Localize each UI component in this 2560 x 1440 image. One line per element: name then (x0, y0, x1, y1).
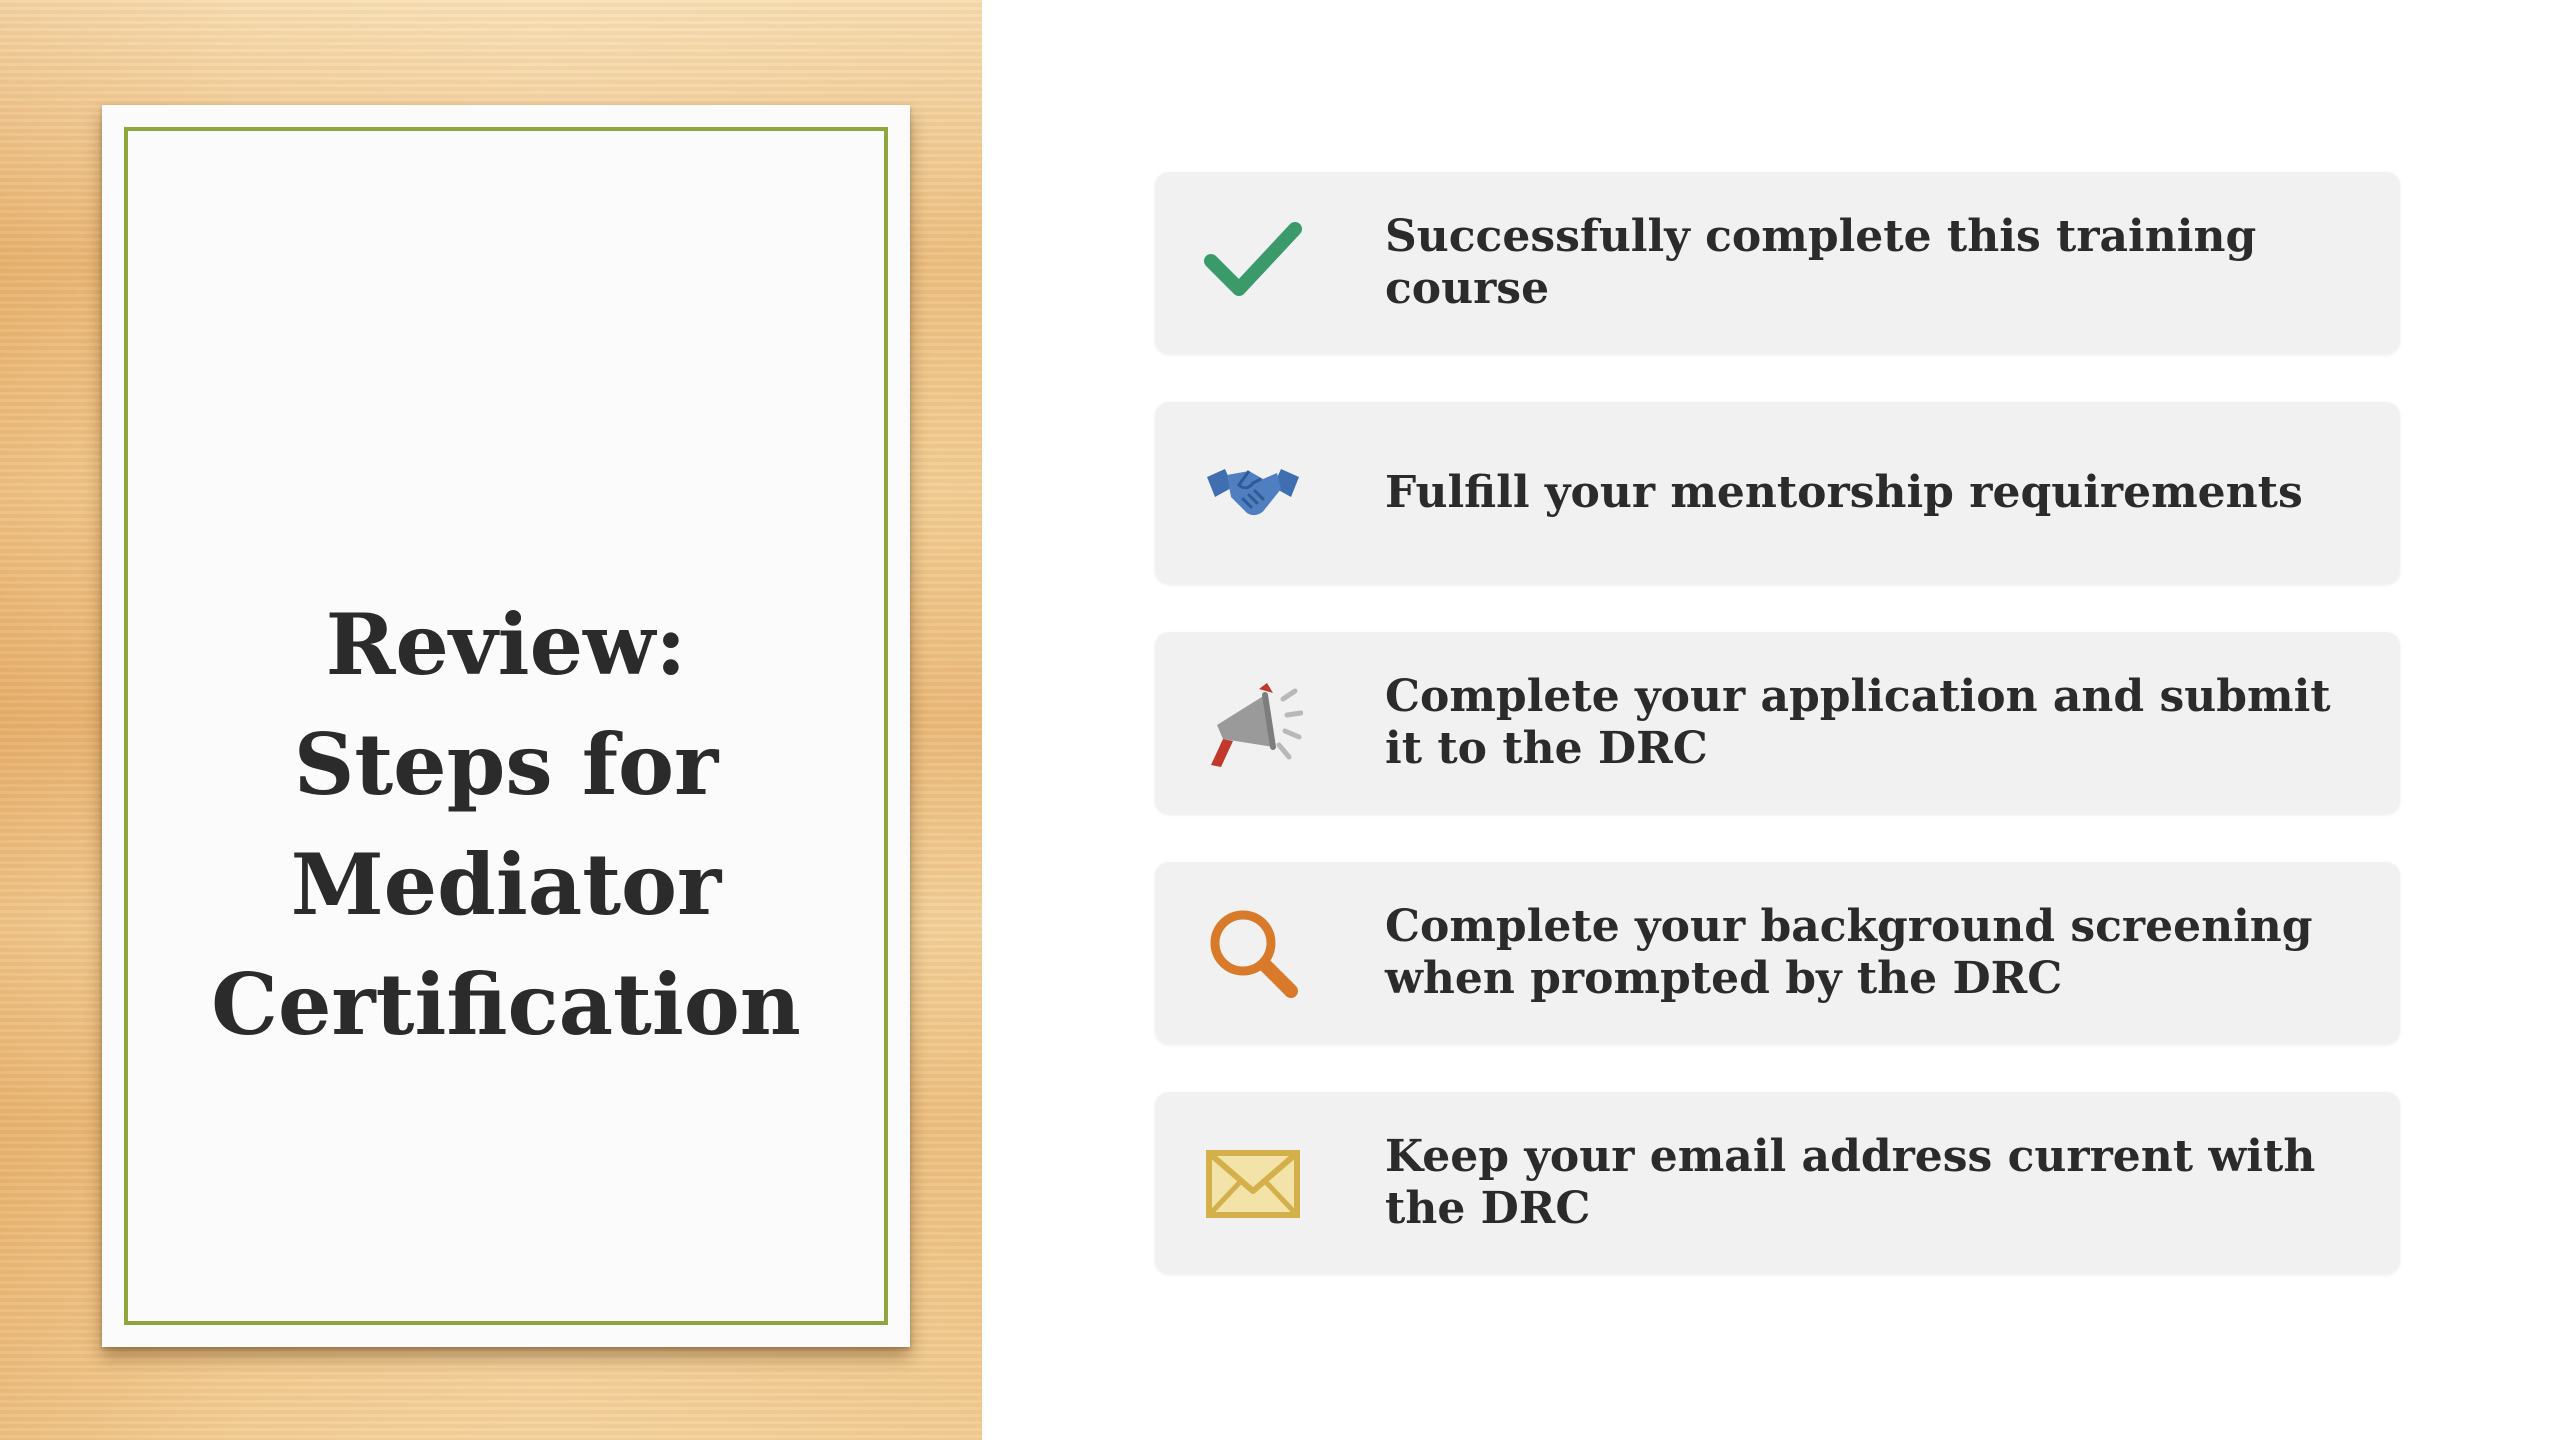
step-item-mentorship (1155, 402, 2400, 584)
slide-title-line-2: Steps for (293, 715, 719, 814)
step-text: Complete your application and submit it to the DRC (1385, 671, 2331, 774)
wood-background-panel (0, 0, 982, 1440)
slide-title-line-3: Mediator (290, 835, 722, 934)
title-card (102, 105, 910, 1347)
slide-title-line-4: Certification (211, 955, 801, 1054)
step-text: Complete your background screening when prompted by the DRC (1385, 901, 2313, 1004)
step-item-training (1155, 172, 2400, 354)
handshake-icon (1203, 443, 1303, 543)
slide-title-line-1: Review: (325, 595, 687, 694)
step-text: Keep your email address current with the DRC (1385, 1131, 2316, 1234)
step-item-background-screening (1155, 862, 2400, 1044)
step-text: Successfully complete this training course (1385, 211, 2257, 314)
step-item-application (1155, 632, 2400, 814)
envelope-icon (1203, 1133, 1303, 1233)
step-item-email (1155, 1092, 2400, 1274)
steps-list (1155, 172, 2400, 1322)
step-text: Fulfill your mentorship requirements (1385, 467, 2303, 518)
magnifier-icon (1203, 903, 1303, 1003)
slide-title (132, 585, 880, 1065)
checkmark-icon (1203, 213, 1303, 313)
megaphone-icon (1203, 673, 1303, 773)
